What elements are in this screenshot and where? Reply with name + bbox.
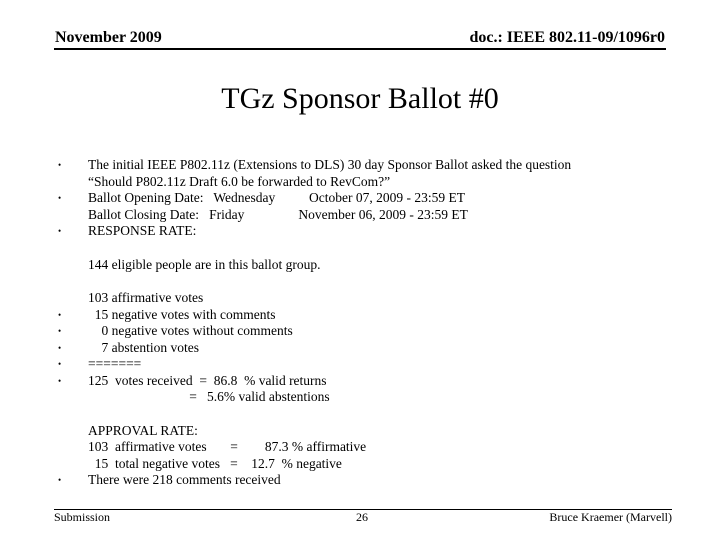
body-text: “Should P802.11z Draft 6.0 be forwarded to RevCom?”	[88, 173, 391, 189]
body-line	[58, 373, 678, 390]
header-date: November 2009	[55, 29, 162, 46]
body-text: 7 abstention votes	[88, 339, 199, 355]
body-line	[58, 439, 678, 456]
slide-body	[58, 157, 678, 489]
body-line	[58, 389, 678, 406]
footer-author: Bruce Kraemer (Marvell)	[549, 510, 672, 524]
bullet-icon: •	[58, 160, 62, 170]
spacer	[58, 240, 678, 257]
body-line	[58, 207, 678, 224]
body-line	[58, 223, 678, 240]
body-text: 125 votes received = 86.8 % valid returns	[88, 372, 327, 388]
bullet-icon: •	[58, 359, 62, 369]
body-text: RESPONSE RATE:	[88, 223, 197, 238]
bullet-icon: •	[58, 193, 62, 203]
bullet-icon: •	[58, 342, 62, 353]
body-line	[58, 307, 678, 324]
footer-submission: Submission	[54, 510, 111, 524]
body-text: There were 218 comments received	[88, 472, 281, 487]
header-rule	[54, 48, 666, 50]
slide-title: TGz Sponsor Ballot #0	[221, 82, 499, 115]
body-line	[58, 157, 678, 174]
bullet-icon: •	[58, 309, 62, 320]
body-line	[58, 472, 678, 489]
body-text: 103 affirmative votes = 87.3 % affirmative	[88, 439, 367, 454]
body-text: 144 eligible people are in this ballot group.	[88, 256, 321, 272]
body-line	[58, 456, 678, 473]
footer-page-number: 26	[356, 510, 368, 524]
spacer	[58, 273, 678, 290]
bullet-icon: •	[58, 326, 62, 336]
body-text: APPROVAL RATE:	[88, 422, 198, 438]
bullet-icon: •	[58, 375, 62, 386]
body-text: 103 affirmative votes	[88, 290, 204, 305]
spacer	[58, 406, 678, 423]
bullet-icon: •	[58, 475, 62, 485]
body-text: The initial IEEE P802.11z (Extensions to DLS) 30 day Sponsor Ballot asked the question	[88, 157, 572, 172]
body-text: 15 negative votes with comments	[88, 306, 276, 322]
body-line	[58, 340, 678, 357]
body-text: = 5.6% valid abstentions	[88, 389, 330, 404]
body-text: 15 total negative votes = 12.7 % negative	[88, 455, 342, 471]
body-line	[58, 356, 678, 373]
body-line	[58, 290, 678, 307]
body-text: Ballot Closing Date: Friday November 06, 2009 - 23:59 ET	[88, 206, 468, 222]
body-line	[58, 174, 678, 191]
header-document-id: doc.: IEEE 802.11-09/1096r0	[469, 29, 665, 46]
body-text: 0 negative votes without comments	[88, 323, 293, 338]
body-line	[58, 423, 678, 440]
body-text: Ballot Opening Date: Wednesday October 07, 2009 - 23:59 ET	[88, 190, 465, 205]
body-line	[58, 257, 678, 274]
body-text: =======	[88, 356, 142, 371]
body-line	[58, 190, 678, 207]
bullet-icon: •	[58, 226, 62, 236]
body-line	[58, 323, 678, 340]
